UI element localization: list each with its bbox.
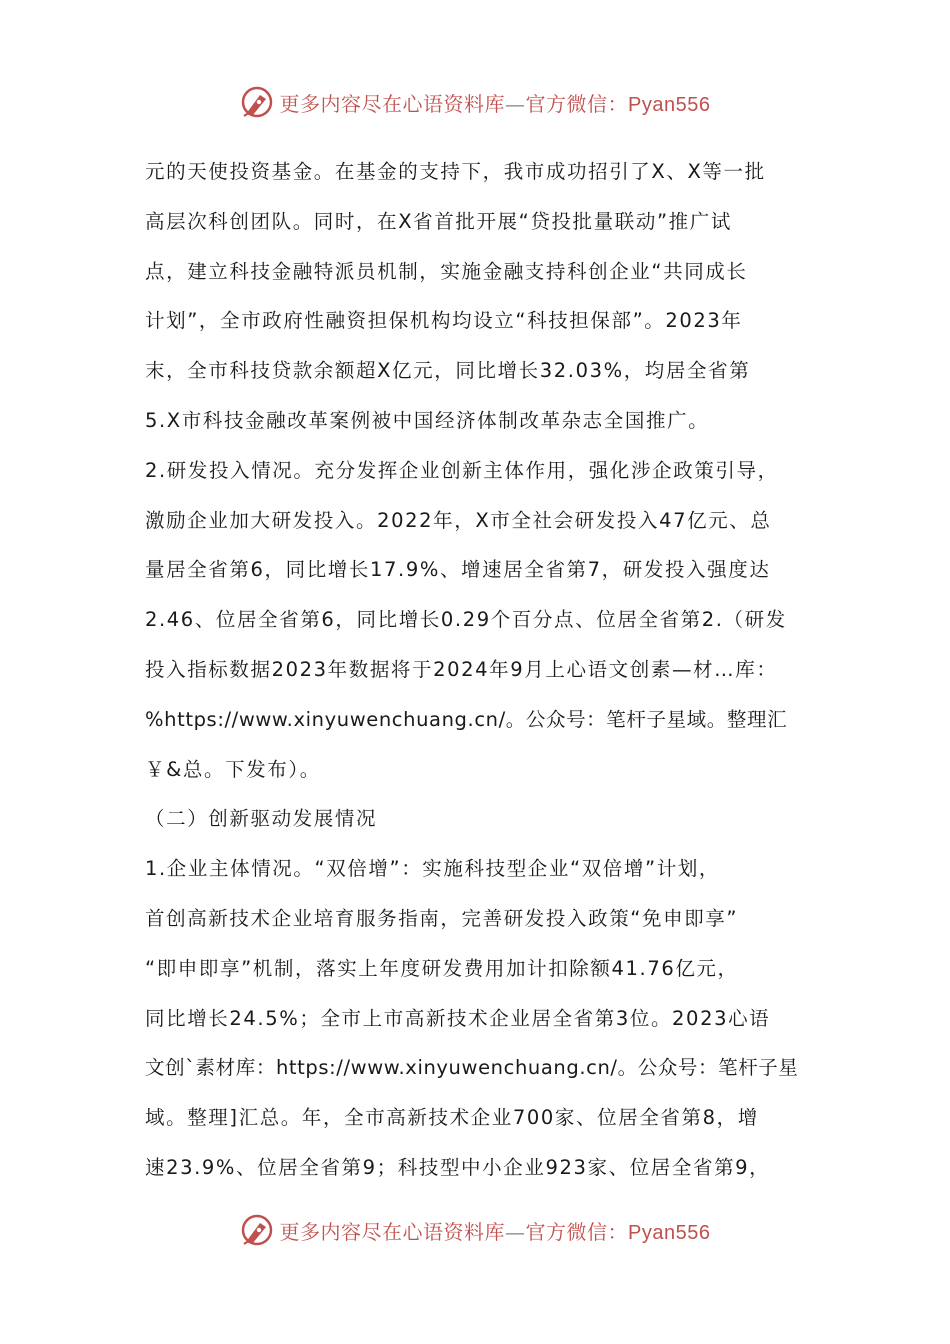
pen-nib-in-circle-icon [240,1213,274,1247]
watermark-dash: — [505,1219,526,1244]
watermark-wechat-id: Pyan556 [628,1221,711,1244]
text-line: ￥&总。下发布）。 [145,757,321,781]
text-line: 点，建立科技金融特派员机制，实施金融支持科创企业“共同成长 [145,259,748,283]
watermark-dash: — [505,91,526,116]
text-line: 同比增长24.5%；全市上市高新技术企业居全省第3位。2023心语 [145,1006,771,1030]
text-line: 元的天使投资基金。在基金的支持下，我市成功招引了X、X等一批 [145,160,766,183]
section-heading: （二）创新驱动发展情况 [145,807,378,831]
watermark-library-name: 更多内容尽在心语资料库 [279,1219,506,1244]
watermark-library-name: 更多内容尽在心语资料库 [279,91,506,116]
watermark-text [280,88,711,117]
watermark-text [280,1216,711,1245]
text-line: 域。整理]汇总。年，全市高新技术企业700家、位居全省第8，增 [145,1106,759,1130]
watermark-suffix: 官方微信： [525,91,629,116]
text-line: 5.X市科技金融改革案例被中国经济体制改革杂志全国推广。 [145,408,710,432]
watermark-wechat-id: Pyan556 [628,93,711,116]
text-line: 激励企业加大研发投入。2022年，X市全社会研发投入47亿元、总 [145,508,772,532]
text-line: 速23.9%、位居全省第9；科技型中小企业923家、位居全省第9， [145,1155,771,1179]
text-line: 量居全省第6，同比增长17.9%、增速居全省第7，研发投入强度达 [145,558,771,582]
text-line: 高层次科创团队。同时，在X省首批开展“贷投批量联动”推广试 [145,209,732,233]
pen-nib-in-circle-icon [240,85,274,119]
text-line: 1.企业主体情况。“双倍增”：实施科技型企业“双倍增”计划， [145,857,721,881]
text-line: %https://www.xinyuwenchuang.cn/。公众号：笔杆子星域。整理汇 [145,707,788,731]
text-line: 2.研发投入情况。充分发挥企业创新主体作用，强化涉企政策引导， [145,458,779,482]
text-line: “即申即享”机制，落实上年度研发费用加计扣除额41.76亿元， [145,956,739,980]
footer-watermark-banner [0,1210,950,1250]
document-body [145,147,825,1193]
text-line: 2.46、位居全省第6，同比增长0.29个百分点、位居全省第2.（研发 [145,608,787,632]
header-watermark-banner [0,82,950,122]
text-line: 投入指标数据2023年数据将于2024年9月上心语文创素—材…库： [145,657,778,681]
text-line: 首创高新技术企业培育服务指南，完善研发投入政策“免申即享” [145,906,739,930]
text-line: 文创`素材库：https://www.xinyuwenchuang.cn/。公众号：笔杆子星 [145,1056,799,1080]
watermark-suffix: 官方微信： [525,1219,629,1244]
text-line: 计划”，全市政府性融资担保机构均设立“科技担保部”。2023年 [145,309,743,333]
text-line: 末，全市科技贷款余额超X亿元，同比增长32.03%，均居全省第 [145,359,751,383]
